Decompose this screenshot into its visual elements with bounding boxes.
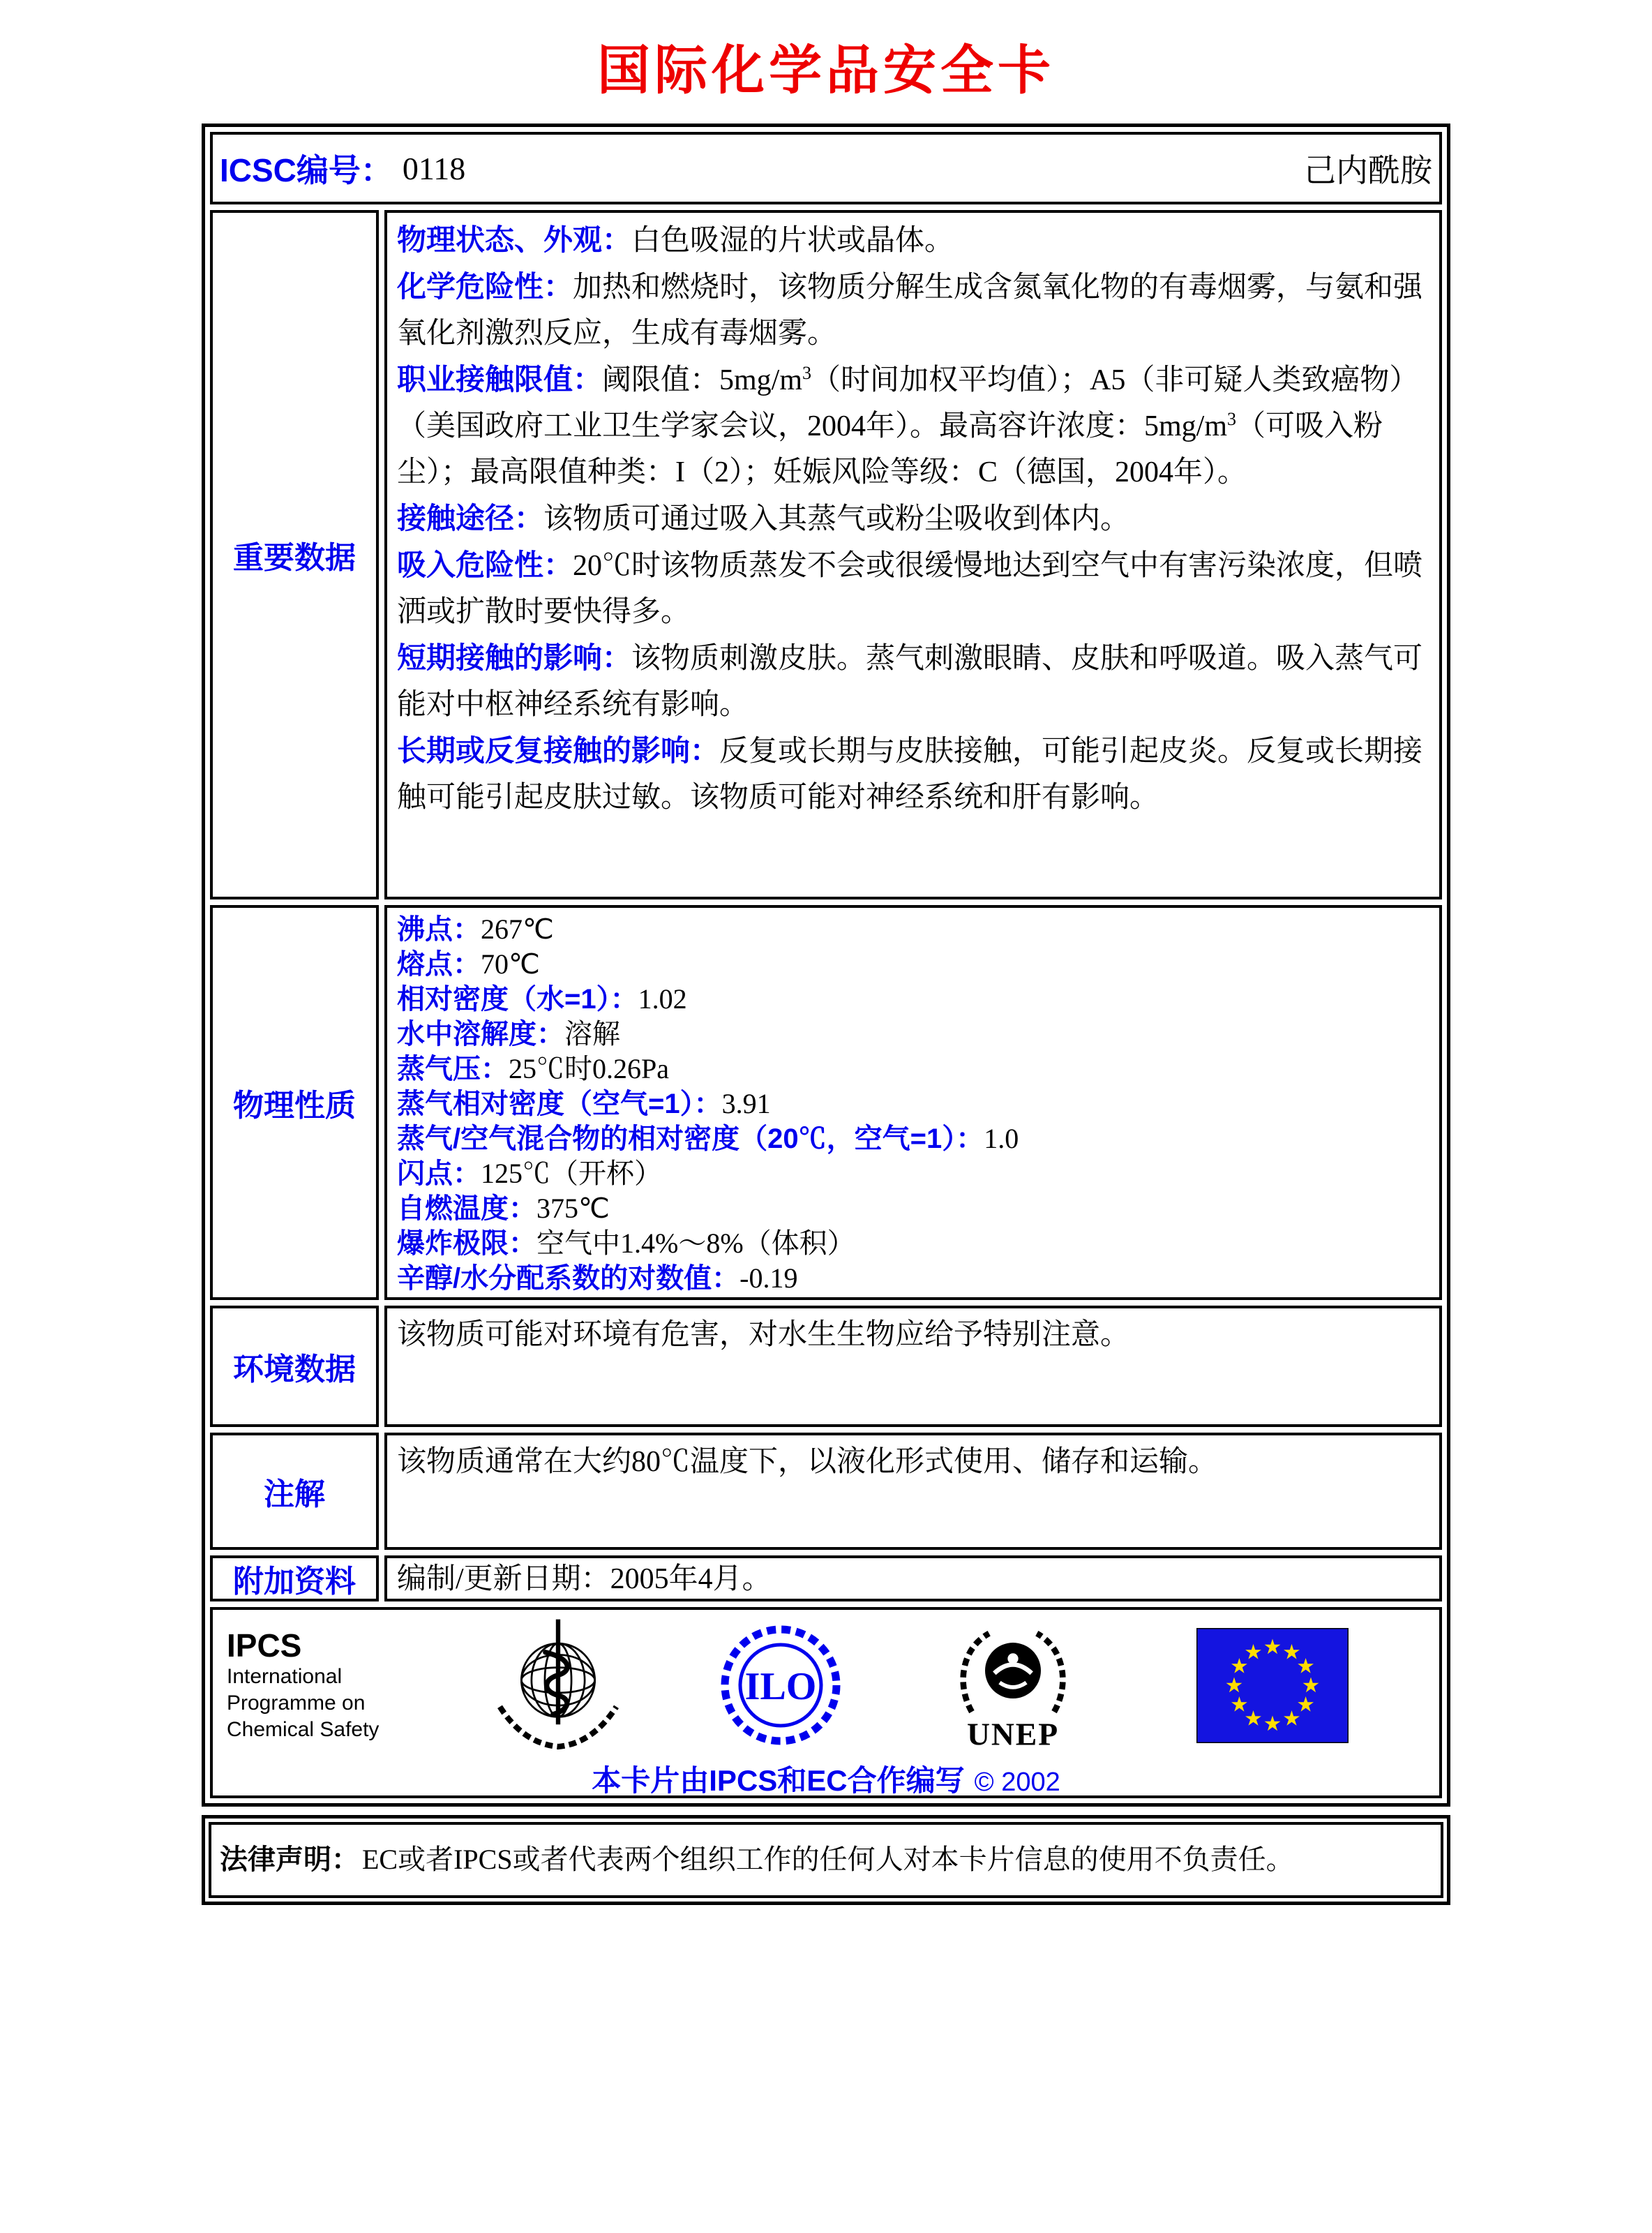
icsc-number-label: ICSC编号： bbox=[220, 152, 393, 188]
text-line bbox=[397, 912, 1429, 947]
notes-content bbox=[384, 1433, 1442, 1550]
legal-statement-text: EC或者IPCS或者代表两个组织工作的任何人对本卡片信息的使用不负责任。 bbox=[362, 1844, 1294, 1875]
chemical-name: 己内酰胺 bbox=[1304, 153, 1432, 188]
ilo-logo-text: ILO bbox=[744, 1665, 817, 1708]
unep-logo-icon bbox=[947, 1615, 1079, 1755]
logos-cell bbox=[210, 1607, 1442, 1798]
ipcs-title: IPCS bbox=[227, 1627, 302, 1664]
field-value: 该物质可通过吸入其蒸气或粉尘吸收到体内。 bbox=[543, 503, 1130, 535]
section-label-important-data: 重要数据 bbox=[210, 210, 379, 899]
field-value: 溶解 bbox=[564, 1018, 620, 1050]
field-label: 长期或反复接触的影响： bbox=[397, 734, 720, 767]
field-value: 267℃ bbox=[481, 913, 554, 945]
header-cell bbox=[210, 132, 1442, 204]
icsc-page bbox=[202, 0, 1450, 1905]
text-line bbox=[397, 1017, 1429, 1052]
ipcs-subtitle-line-2: Programme on bbox=[227, 1691, 366, 1715]
field-label: 蒸气/空气混合物的相对密度（20℃，空气=1）： bbox=[397, 1123, 984, 1154]
field-value: 25℃时0.26Pa bbox=[509, 1053, 669, 1084]
text-line bbox=[397, 264, 1429, 357]
field-value: 1.0 bbox=[984, 1123, 1019, 1154]
physical-properties-row bbox=[210, 905, 1442, 1300]
field-value: 3 bbox=[802, 363, 812, 383]
field-value: -0.19 bbox=[739, 1262, 798, 1294]
notes-text: 该物质通常在大约80℃温度下，以液化形式使用、储存和运输。 bbox=[397, 1446, 1218, 1478]
field-value: 20℃时该物质蒸发不会或很缓慢地达到空气中有害污染浓度，但喷洒或扩散时要快得多。 bbox=[397, 550, 1423, 628]
text-line bbox=[397, 728, 1429, 821]
logos-row bbox=[210, 1607, 1442, 1798]
logos-strip bbox=[217, 1617, 1435, 1754]
field-value: 375℃ bbox=[536, 1193, 610, 1224]
section-label-physical-properties: 物理性质 bbox=[210, 905, 379, 1300]
text-line bbox=[397, 217, 1429, 264]
unep-logo-text: UNEP bbox=[966, 1716, 1060, 1752]
field-label: 物理状态、外观： bbox=[397, 223, 632, 256]
section-label-additional-info: 附加资料 bbox=[210, 1555, 379, 1601]
field-value: 125℃（开杯） bbox=[481, 1158, 662, 1189]
text-line bbox=[397, 542, 1429, 635]
environmental-data-content bbox=[384, 1306, 1442, 1427]
text-line bbox=[397, 1261, 1429, 1296]
field-value: 白色吸湿的片状或晶体。 bbox=[631, 225, 954, 257]
field-value: （可吸入粉尘）；最高限值种类：I（2）；妊娠风险等级：C（德国，2004年）。 bbox=[397, 410, 1383, 488]
field-label: 接触途径： bbox=[397, 502, 544, 535]
field-label: 沸点： bbox=[397, 914, 481, 945]
text-line bbox=[397, 495, 1429, 542]
field-value: 反复或长期与皮肤接触，可能引起皮炎。反复或长期接触可能引起皮肤过敏。该物质可能对神经系统和肝有影响。 bbox=[397, 735, 1423, 814]
notes-row bbox=[210, 1433, 1442, 1550]
legal-statement-inner bbox=[209, 1822, 1443, 1898]
text-line bbox=[397, 947, 1429, 982]
important-data-row bbox=[210, 210, 1442, 899]
ipcs-text-block bbox=[227, 1627, 419, 1743]
field-value: 该物质刺激皮肤。蒸气刺激眼睛、皮肤和呼吸道。吸入蒸气可能对中枢神经系统有影响。 bbox=[397, 643, 1423, 721]
field-label: 化学危险性： bbox=[397, 270, 573, 303]
legal-statement-box bbox=[202, 1815, 1450, 1905]
who-logo-icon bbox=[492, 1617, 624, 1754]
field-value: 3.91 bbox=[721, 1088, 771, 1119]
eu-flag-icon bbox=[1196, 1628, 1349, 1743]
additional-info-row bbox=[210, 1555, 1442, 1601]
copyright-line bbox=[217, 1758, 1435, 1800]
field-label: 闪点： bbox=[397, 1158, 481, 1189]
field-label: 蒸气压： bbox=[397, 1054, 509, 1084]
field-value: （时间加权平均值）；A5（非可疑人类致癌物）（美国政府工业卫生学家会议，2004年）。最高容许浓度：5mg/m bbox=[397, 364, 1419, 442]
section-label-notes: 注解 bbox=[210, 1433, 379, 1550]
text-line bbox=[397, 1226, 1429, 1261]
text-line bbox=[397, 1191, 1429, 1226]
copyright-text: 本卡片由IPCS和EC合作编写 bbox=[592, 1764, 965, 1797]
additional-info-text: 编制/更新日期：2005年4月。 bbox=[397, 1563, 772, 1595]
field-value: 1.02 bbox=[638, 983, 687, 1015]
text-line bbox=[397, 635, 1429, 728]
text-line bbox=[397, 1121, 1429, 1156]
field-label: 爆炸极限： bbox=[397, 1228, 536, 1259]
icsc-card bbox=[202, 124, 1450, 1807]
additional-info-content bbox=[384, 1555, 1442, 1601]
field-label: 吸入危险性： bbox=[397, 548, 573, 581]
field-label: 短期接触的影响： bbox=[397, 641, 632, 674]
header-row bbox=[210, 132, 1442, 204]
legal-statement-label: 法律声明： bbox=[220, 1844, 359, 1875]
field-label: 辛醇/水分配系数的对数值： bbox=[397, 1263, 740, 1294]
ilo-logo-icon bbox=[718, 1622, 843, 1748]
field-label: 水中溶解度： bbox=[397, 1019, 564, 1050]
section-label-environmental-data: 环境数据 bbox=[210, 1306, 379, 1427]
text-line bbox=[397, 357, 1429, 495]
field-value: 加热和燃烧时，该物质分解生成含氮氧化物的有毒烟雾，与氨和强氧化剂激烈反应，生成有毒烟雾。 bbox=[397, 271, 1423, 350]
ipcs-subtitle-line-1: International bbox=[227, 1665, 343, 1688]
field-label: 蒸气相对密度（空气=1）： bbox=[397, 1089, 722, 1119]
text-line bbox=[397, 982, 1429, 1017]
text-line bbox=[397, 1086, 1429, 1121]
field-value: 空气中1.4%～8%（体积） bbox=[536, 1227, 855, 1259]
ipcs-subtitle-line-3: Chemical Safety bbox=[227, 1718, 380, 1741]
physical-properties-content bbox=[384, 905, 1442, 1300]
field-value: 70℃ bbox=[481, 948, 540, 980]
page-title: 国际化学品安全卡 bbox=[597, 42, 1055, 100]
text-line bbox=[397, 1052, 1429, 1086]
field-label: 职业接触限值： bbox=[397, 363, 603, 396]
important-data-content bbox=[384, 210, 1442, 899]
environmental-data-text: 该物质可能对环境有危害，对水生生物应给予特别注意。 bbox=[397, 1319, 1130, 1351]
icsc-number-value: 0118 bbox=[402, 150, 466, 186]
field-label: 熔点： bbox=[397, 949, 481, 980]
field-value: 阈限值：5mg/m bbox=[602, 364, 803, 396]
text-line bbox=[397, 1156, 1429, 1191]
field-label: 自燃温度： bbox=[397, 1193, 536, 1224]
field-value: 3 bbox=[1227, 409, 1237, 429]
copyright-year: © 2002 bbox=[974, 1768, 1060, 1797]
environmental-data-row bbox=[210, 1306, 1442, 1427]
field-label: 相对密度（水=1）： bbox=[397, 984, 638, 1015]
